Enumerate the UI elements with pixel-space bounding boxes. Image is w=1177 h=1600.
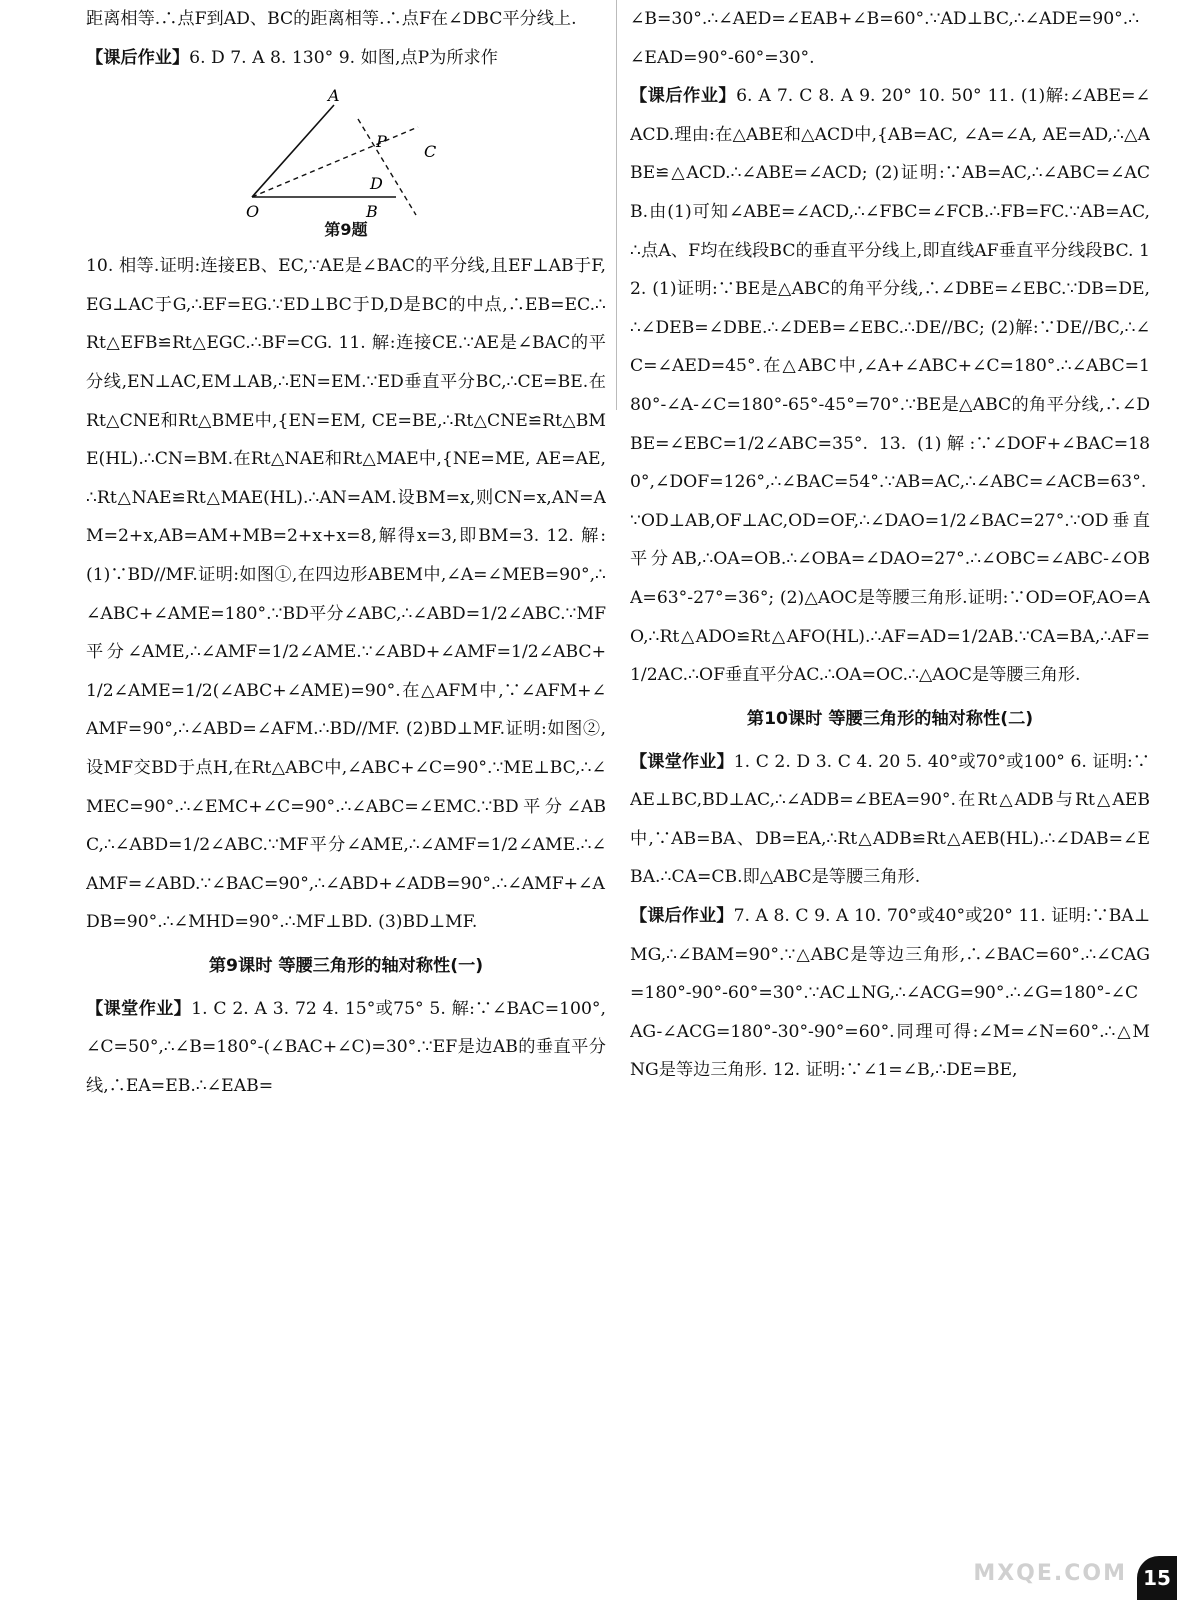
figure-caption: 第9题 (324, 220, 368, 240)
label-A: A (328, 86, 340, 106)
section-tag: 【课后作业】 (630, 86, 737, 107)
section-tag: 【课后作业】 (630, 906, 734, 927)
section-tag: 【课堂作业】 (630, 751, 734, 772)
angle-bisector-diagram (236, 85, 456, 225)
answer-text: 1. C 2. A 3. 72 4. 15°或75° 5. 解:∵∠BAC=100°,∠C=50°,∴∠B=180°-(∠BAC+∠C)=30°.∵EF是边AB的垂直平分线,∴EA=EB.∴∠EAB= (86, 998, 606, 1097)
lesson-heading: 第10课时 等腰三角形的轴对称性(二) (746, 708, 1034, 729)
paragraph (630, 743, 1150, 897)
column-divider (616, 0, 617, 410)
geometry-figure (86, 77, 606, 247)
page-number: 15 (1137, 1556, 1177, 1600)
watermark: MXQE.COM (973, 1561, 1127, 1586)
left-column (86, 0, 606, 1600)
paragraph: 距离相等.∴点F到AD、BC的距离相等.∴点F在∠DBC平分线上. (86, 9, 577, 29)
label-O: O (246, 202, 260, 222)
paragraph: ∠B=30°.∴∠AED=∠EAB+∠B=60°.∵AD⊥BC,∴∠ADE=90°.∴∠EAD=90°-60°=30°. (630, 9, 1140, 68)
section-tag: 【课后作业】 (86, 47, 190, 68)
answer-text: 6. A 7. C 8. A 9. 20° 10. 50° 11. (1)解:∠ABE=∠ACD.理由:在△ABE和△ACD中,{AB=AC, ∠A=∠A, AE=AD,∴△ABE≌△ACD.∴∠ABE=∠ACD; (2)证明:∵AB=AC,∴∠ABC=∠ACB.由(1)可知∠ABE=∠ACD,∴∠FBC=∠FCB.∴FB=FC.∵AB=AC,∴点A、F均在线段BC的垂直平分线上,即直线AF垂直平分线段BC. 12. (1)证明:∵BE是△ABC的角平分线,∴∠DBE=∠EBC.∵DB=DE,∴∠DEB=∠DBE.∴∠DEB=∠EBC.∴DE//BC; (2)解:∵DE//BC,∴∠C=∠AED=45°.在△ABC中,∠A+∠ABC+∠C=180°.∴∠ABC=180°-∠A-∠C=180°-65°-45°=70°.∵BE是△ABC的角平分线,∴∠DBE=∠EBC=1/2∠ABC=35°. 13. (1)解:∵∠DOF+∠BAC=180°,∠DOF=126°,∴∠BAC=54°.∵AB=AC,∴∠ABC=∠ACB=63°.∵OD⊥AB,OF⊥AC,OD=OF,∴∠DAO=1/2∠BAC=27°.∵OD垂直平分AB,∴OA=OB.∴∠OBA=∠DAO=27°.∴∠OBC=∠ABC-∠OBA=63°-27°=36°; (2)△AOC是等腰三角形.证明:∵OD=OF,AO=AO,∴Rt△ADO≌Rt△AFO(HL).∴AF=AD=1/2AB.∵CA=BA,∴AF=1/2AC.∴OF垂直平分AC.∴OA=OC.∴△AOC是等腰三角形. (630, 86, 1150, 686)
section-tag: 【课堂作业】 (86, 998, 192, 1019)
paragraph (630, 77, 1150, 695)
right-column (630, 0, 1150, 1600)
label-B: B (366, 202, 378, 222)
paragraph (86, 990, 606, 1106)
label-D: D (370, 174, 383, 194)
answer-text: 7. A 8. C 9. A 10. 70°或40°或20° 11. 证明:∵BA⊥MG,∴∠BAM=90°.∵△ABC是等边三角形,∴∠BAC=60°.∴∠CAG=180°-90°-60°=30°.∵AC⊥NG,∴∠ACG=90°.∴∠G=180°-∠CAG-∠ACG=180°-30°-90°=60°.同理可得:∠M=∠N=60°.∴△MNG是等边三角形. 12. 证明:∵∠1=∠B,∴DE=BE, (630, 906, 1150, 1081)
paragraph: 10. 相等.证明:连接EB、EC,∵AE是∠BAC的平分线,且EF⊥AB于F,EG⊥AC于G,∴EF=EG.∵ED⊥BC于D,D是BC的中点,∴EB=EC.∴Rt△EFB≌Rt△EGC.∴BF=CG. 11. 解:连接CE.∵AE是∠BAC的平分线,EN⊥AC,EM⊥AB,∴EN=EM.∵ED垂直平分BC,∴CE=BE.在Rt△CNE和Rt△BME中,{EN=EM, CE=BE,∴Rt△CNE≌Rt△BME(HL).∴CN=BM.在Rt△NAE和Rt△MAE中,{NE=ME, AE=AE,∴Rt△NAE≌Rt△MAE(HL).∴AN=AM.设BM=x,则CN=x,AN=AM=2+x,AB=AM+MB=2+x+x=8,解得x=3,即BM=3. 12. 解:(1)∵BD//MF.证明:如图①,在四边形ABEM中,∠A=∠MEB=90°,∴∠ABC+∠AME=180°.∵BD平分∠ABC,∴∠ABD=1/2∠ABC.∵MF平分∠AME,∴∠AMF=1/2∠AME.∵∠ABD+∠AMF=1/2∠ABC+1/2∠AME=1/2(∠ABC+∠AME)=90°.在△AFM中,∵∠AFM+∠AMF=90°,∴∠ABD=∠AFM.∴BD//MF. (2)BD⊥MF.证明:如图②,设MF交BD于点H,在Rt△ABC中,∠ABC+∠C=90°.∵ME⊥BC,∴∠MEC=90°.∴∠EMC+∠C=90°.∴∠ABC=∠EMC.∵BD平分∠ABC,∴∠ABD=1/2∠ABC.∵MF平分∠AME,∴∠AMF=1/2∠AME.∴∠AMF=∠ABD.∵∠BAC=90°,∴∠ABD+∠ADB=90°.∴∠AMF+∠ADB=90°.∴∠MHD=90°.∴MF⊥BD. (3)BD⊥MF. (86, 256, 606, 933)
answer-text: 1. C 2. D 3. C 4. 20 5. 40°或70°或100° 6. 证明:∵AE⊥BC,BD⊥AC,∴∠ADB=∠BEA=90°.在Rt△ADB与Rt△AEB中,∵AB=BA、DB=EA,∴Rt△ADB≌Rt△AEB(HL).∴∠DAB=∠EBA.∴CA=CB.即△ABC是等腰三角形. (630, 751, 1150, 888)
answer-text: 6. D 7. A 8. 130° 9. 如图,点P为所求作 (189, 47, 498, 68)
paragraph (630, 897, 1150, 1090)
lesson-heading: 第9课时 等腰三角形的轴对称性(一) (208, 955, 484, 976)
paragraph (86, 39, 606, 78)
label-C: C (424, 142, 437, 162)
label-P: P (376, 132, 387, 152)
